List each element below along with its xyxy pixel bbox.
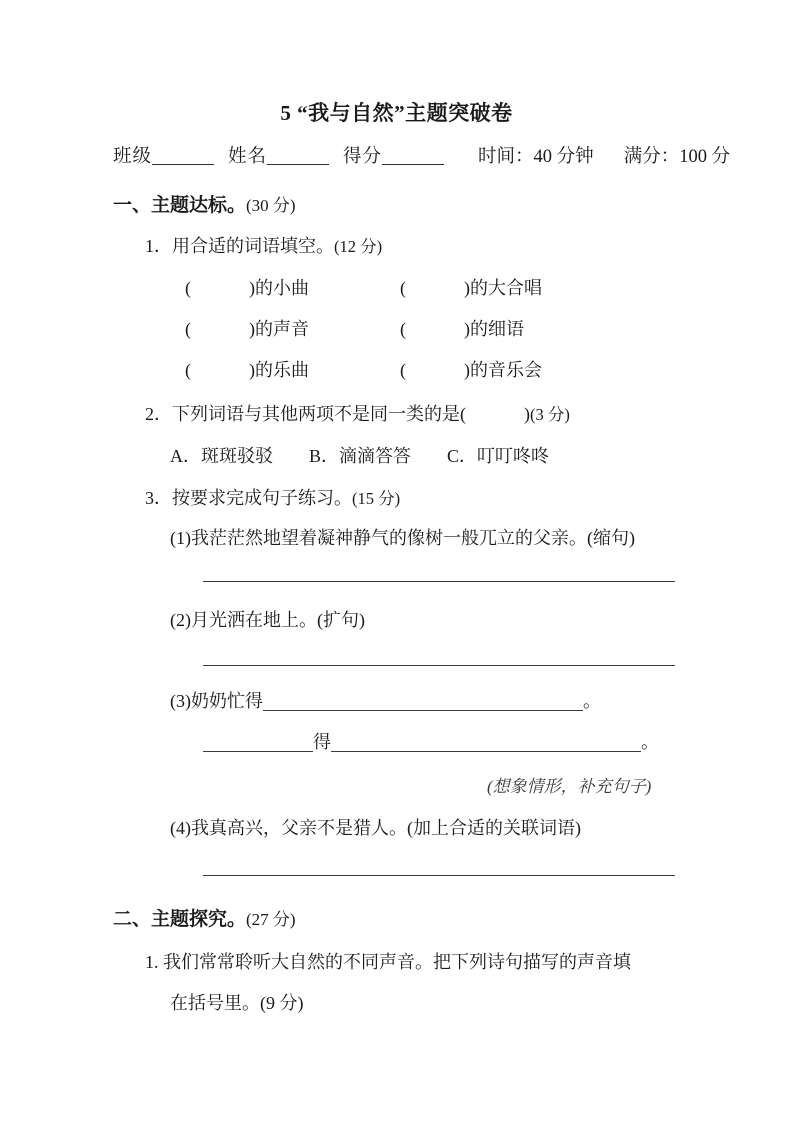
section-2-points: (27 分) [246,910,296,929]
sub-text: 我茫茫然地望着凝神静气的像树一般兀立的父亲。(缩句) [191,528,635,548]
answer-rule[interactable] [203,581,675,582]
question-2-1-line2-wrap [145,983,631,1024]
section-1-points: (30 分) [246,196,296,215]
full-score: 满分：100 分 [623,147,731,167]
question-1-3-sub-2 [170,606,365,632]
answer-rule[interactable] [203,875,675,876]
blank-phrase-text: )的大合唱 [464,278,542,298]
paren-open-icon: ( [400,278,406,298]
page-title: 5 “我与自然”主题突破卷 [280,101,513,125]
option-c[interactable]: C．叮叮咚咚 [447,446,550,466]
question-1-3 [145,484,400,510]
paren-open-icon: ( [185,278,191,298]
question-2-1 [145,942,631,1024]
section-heading-2 [113,904,296,931]
blank-cell [400,356,615,382]
question-1-3-number: 3． [145,488,172,508]
question-1-2-number: 2． [145,404,172,424]
blank-phrase-text: )的小曲 [249,278,309,298]
class-input-blank[interactable] [152,164,214,165]
blank-cell [185,274,400,300]
sub-label: (4) [170,818,191,838]
question-hint: (想象情形，补充句子) [487,777,652,796]
blank-cell [400,315,615,341]
name-label: 姓名 [228,147,268,167]
question-1-2-text: 下列词语与其他两项不是同一类的是( [172,404,466,424]
blank-cell [400,274,615,300]
paren-open-icon: ( [185,360,191,380]
section-2-title: 二、主题探究。 [113,909,247,930]
question-1-3-points: (15 分) [352,489,401,508]
blank-phrase-text: )的声音 [249,319,309,339]
question-1-1 [145,232,382,258]
blank-cell [185,315,400,341]
question-1-3-sub-3 [170,687,601,713]
question-1-1-text: 用合适的词语填空。 [172,236,334,256]
question-1-1-points: (12 分) [334,237,383,256]
section-heading-1 [113,190,296,217]
question-2-1-number: 1. [145,952,159,972]
answer-blank[interactable] [263,710,583,711]
blank-pair-row [185,315,615,341]
sub-label: (2) [170,610,191,630]
time-limit: 时间：40 分钟 [478,147,594,167]
score-input-blank[interactable] [382,164,444,165]
blank-phrase-text: )的细语 [464,319,524,339]
blank-pair-row [185,356,615,382]
paren-open-icon: ( [400,360,406,380]
blank-cell [185,356,400,382]
sub-text: 月光洒在地上。(扩句) [191,610,365,630]
period-mark: 。 [583,691,601,711]
question-1-3-sub-4 [170,814,581,840]
blank-phrase-text: )的音乐会 [464,360,542,380]
question-1-2 [145,400,570,426]
blank-phrase-text: )的乐曲 [249,360,309,380]
question-2-1-points: (9 分) [260,993,304,1013]
paren-open-icon: ( [400,319,406,339]
paren-open-icon: ( [185,319,191,339]
question-1-3-text: 按要求完成句子练习。 [172,488,352,508]
de-character: 得 [313,732,331,752]
question-1-2-options [170,442,549,468]
question-2-1-line1: 我们常常聆听大自然的不同声音。把下列诗句描写的声音填 [163,952,631,972]
section-1-title: 一、主题达标。 [113,195,247,216]
name-input-blank[interactable] [267,164,329,165]
sub-text: 我真高兴，父亲不是猎人。(加上合适的关联词语) [191,818,581,838]
sub-text: 奶奶忙得 [191,691,263,711]
option-b[interactable]: B．滴滴答答 [309,446,412,466]
question-1-3-sub-3-continuation [203,728,659,754]
paren-close-icon: ) [524,404,530,424]
answer-rule[interactable] [203,665,675,666]
class-label: 班级 [113,147,153,167]
score-label: 得分 [343,147,383,167]
question-1-3-sub-1 [170,524,635,550]
sub-label: (3) [170,691,191,711]
question-1-2-points: (3 分) [530,405,570,424]
question-2-1-line2: 在括号里。 [170,993,260,1013]
answer-blank[interactable] [331,751,641,752]
blank-pair-row [185,274,615,300]
student-info-line [113,142,731,168]
question-1-1-number: 1． [145,236,172,256]
sub-label: (1) [170,528,191,548]
answer-blank[interactable] [203,751,313,752]
period-mark: 。 [641,732,659,752]
option-a[interactable]: A．斑斑驳驳 [170,446,273,466]
